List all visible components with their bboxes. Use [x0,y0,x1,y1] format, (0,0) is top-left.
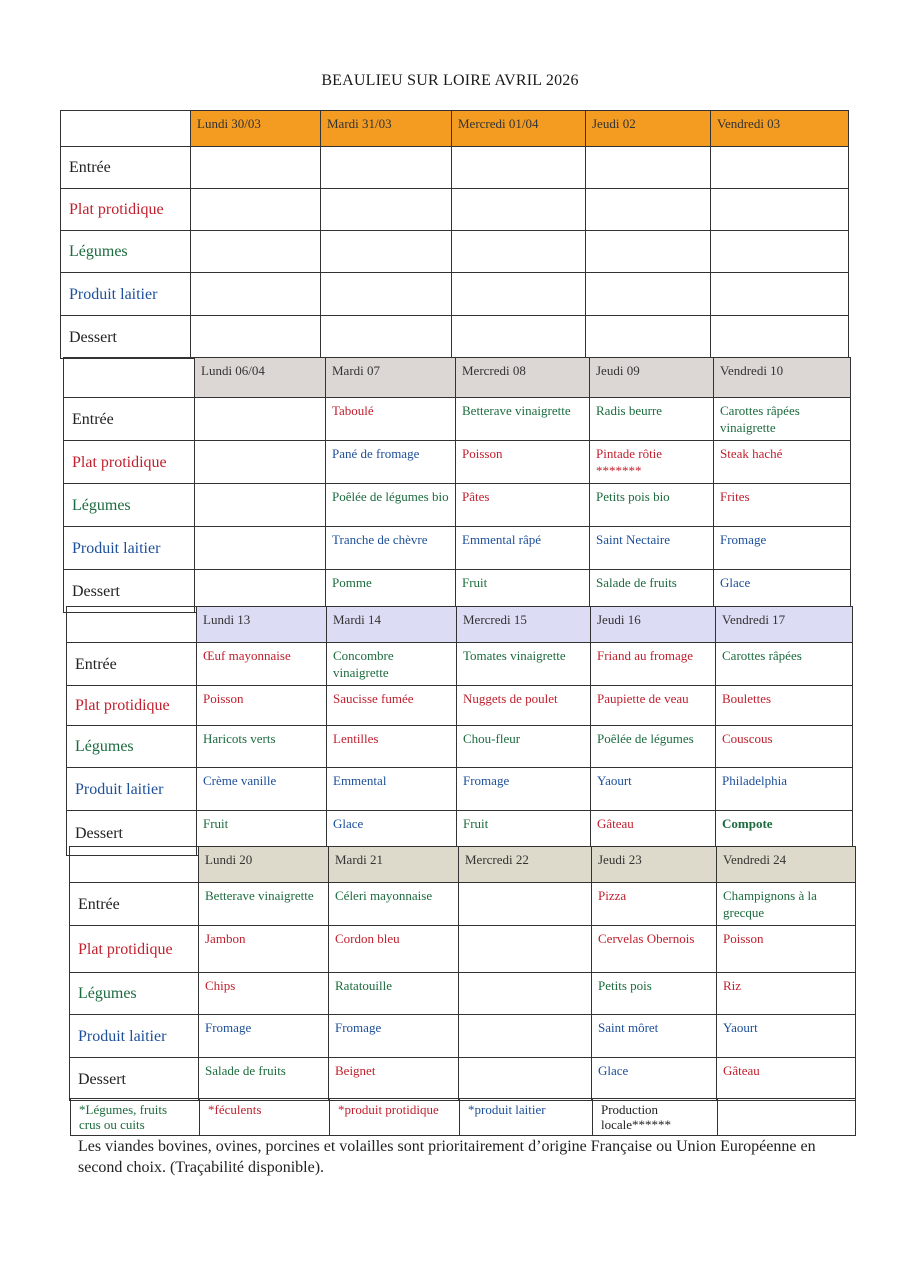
table-row [61,316,849,359]
table-row [70,883,856,926]
menu-cell: Saint môret [592,1015,717,1058]
menu-cell: Pomme [326,570,456,613]
row-label-dessert: Dessert [70,1058,199,1101]
menu-cell: Champignons à la grecque [717,883,856,926]
day-header: Mercredi 01/04 [452,111,586,147]
menu-cell: Glace [714,570,851,613]
day-header: Jeudi 23 [592,847,717,883]
table-row [64,527,851,570]
menu-cell: Œuf mayonnaise [197,643,327,686]
day-header: Lundi 13 [197,607,327,643]
menu-cell: Riz [717,973,856,1015]
menu-cell: Glace [592,1058,717,1101]
menu-cell [191,273,321,316]
menu-cell: Salade de fruits [590,570,714,613]
menu-cell: Tomates vinaigrette [457,643,591,686]
menu-cell: Petits pois [592,973,717,1015]
menu-cell: Philadelphia [716,768,853,811]
menu-cell: Compote [716,811,853,856]
table-row [70,1015,856,1058]
row-label-entree: Entrée [70,883,199,926]
menu-cell: Paupiette de veau [591,686,716,726]
row-label-legumes: Légumes [70,973,199,1015]
menu-cell: Emmental râpé [456,527,590,570]
row-label-plat: Plat protidique [61,189,191,231]
legend-production-locale: Production locale****** [593,1099,718,1136]
day-header: Lundi 06/04 [195,358,326,398]
day-header: Vendredi 03 [711,111,849,147]
menu-cell: Yaourt [591,768,716,811]
menu-cell: Yaourt [717,1015,856,1058]
legend-feculents: *féculents [200,1099,330,1136]
menu-cell [711,273,849,316]
day-header: Jeudi 02 [586,111,711,147]
row-label-plat: Plat protidique [64,441,195,484]
menu-cell [711,189,849,231]
table-row [70,1058,856,1101]
legend-produit-laitier: *produit laitier [460,1099,593,1136]
menu-cell: Betterave vinaigrette [456,398,590,441]
row-label-produit-laitier: Produit laitier [61,273,191,316]
day-header: Mercredi 15 [457,607,591,643]
day-header: Lundi 20 [199,847,329,883]
week-3-table [66,606,853,856]
table-row [67,686,853,726]
row-label-legumes: Légumes [61,231,191,273]
table-row [67,643,853,686]
week-2-table [63,357,851,613]
menu-cell: Salade de fruits [199,1058,329,1101]
table-row [64,398,851,441]
menu-cell: Pintade rôtie ******* [590,441,714,484]
legend-produit-protidique: *produit protidique [330,1099,460,1136]
menu-cell: Concombre vinaigrette [327,643,457,686]
day-header: Mardi 21 [329,847,459,883]
menu-cell: Chips [199,973,329,1015]
menu-cell [586,316,711,359]
menu-cell [586,189,711,231]
menu-cell: Friand au fromage [591,643,716,686]
table-row [61,231,849,273]
menu-cell: Frites [714,484,851,527]
menu-cell [321,231,452,273]
legend-table [70,1098,856,1136]
header-empty-cell [61,111,191,147]
menu-cell: Taboulé [326,398,456,441]
menu-cell: Fromage [199,1015,329,1058]
menu-cell [459,926,592,973]
menu-cell [195,441,326,484]
menu-cell: Céleri mayonnaise [329,883,459,926]
day-header: Mardi 14 [327,607,457,643]
menu-cell: Glace [327,811,457,856]
menu-cell [191,147,321,189]
menu-cell [191,316,321,359]
menu-cell: Pané de fromage [326,441,456,484]
table-row [67,768,853,811]
menu-cell [452,273,586,316]
menu-cell: Poisson [456,441,590,484]
table-row [61,273,849,316]
menu-cell: Ratatouille [329,973,459,1015]
menu-cell [195,484,326,527]
menu-cell: Fromage [329,1015,459,1058]
menu-cell [711,316,849,359]
row-label-legumes: Légumes [67,726,197,768]
menu-cell [452,147,586,189]
week-header-row [61,111,849,147]
menu-cell: Carottes râpées [716,643,853,686]
table-row [61,189,849,231]
menu-cell: Gâteau [591,811,716,856]
row-label-entree: Entrée [61,147,191,189]
menu-cell: Radis beurre [590,398,714,441]
menu-cell: Poêlée de légumes [591,726,716,768]
menu-cell: Gâteau [717,1058,856,1101]
day-header: Vendredi 17 [716,607,853,643]
header-empty-cell [70,847,199,883]
row-label-entree: Entrée [64,398,195,441]
menu-cell: Tranche de chèvre [326,527,456,570]
menu-cell [195,398,326,441]
menu-cell: Fruit [197,811,327,856]
legend-empty-cell [718,1099,856,1136]
menu-cell [195,527,326,570]
row-label-plat: Plat protidique [70,926,199,973]
menu-cell [711,231,849,273]
menu-cell [321,189,452,231]
week-1-table [60,110,849,359]
day-header: Jeudi 09 [590,358,714,398]
menu-cell [321,147,452,189]
row-label-plat: Plat protidique [67,686,197,726]
day-header: Jeudi 16 [591,607,716,643]
menu-cell: Fruit [456,570,590,613]
day-header: Vendredi 24 [717,847,856,883]
menu-cell: Haricots verts [197,726,327,768]
menu-cell [452,231,586,273]
menu-cell [459,1058,592,1101]
week-header-row [64,358,851,398]
menu-cell [191,189,321,231]
menu-cell [459,1015,592,1058]
menu-cell: Jambon [199,926,329,973]
row-label-dessert: Dessert [67,811,197,856]
menu-cell [191,231,321,273]
menu-cell: Saint Nectaire [590,527,714,570]
menu-cell: Petits pois bio [590,484,714,527]
table-row [70,926,856,973]
menu-cell [586,273,711,316]
page-title: BEAULIEU SUR LOIRE AVRIL 2026 [321,72,579,89]
day-header: Mercredi 08 [456,358,590,398]
day-header: Mercredi 22 [459,847,592,883]
week-4-table [69,846,856,1101]
menu-cell: Betterave vinaigrette [199,883,329,926]
day-header: Lundi 30/03 [191,111,321,147]
row-label-produit-laitier: Produit laitier [70,1015,199,1058]
header-empty-cell [67,607,197,643]
row-label-produit-laitier: Produit laitier [64,527,195,570]
day-header: Vendredi 10 [714,358,851,398]
table-row [70,973,856,1015]
menu-cell: Beignet [329,1058,459,1101]
menu-cell [586,147,711,189]
footer-note: Les viandes bovines, ovines, porcines et volailles sont prioritairement d’origine Française ou Union Européenne en second choix. (Traçabilité disponible). [78,1138,816,1176]
menu-cell [711,147,849,189]
legend-row [71,1099,856,1136]
menu-cell: Poisson [717,926,856,973]
menu-cell: Crème vanille [197,768,327,811]
menu-cell: Saucisse fumée [327,686,457,726]
menu-cell: Couscous [716,726,853,768]
menu-cell: Fromage [714,527,851,570]
row-label-legumes: Légumes [64,484,195,527]
menu-cell: Emmental [327,768,457,811]
menu-cell: Carottes râpées vinaigrette [714,398,851,441]
menu-cell: Cordon bleu [329,926,459,973]
week-header-row [67,607,853,643]
menu-cell: Fruit [457,811,591,856]
row-label-dessert: Dessert [64,570,195,613]
menu-cell [459,973,592,1015]
menu-cell [321,273,452,316]
row-label-produit-laitier: Produit laitier [67,768,197,811]
row-label-dessert: Dessert [61,316,191,359]
week-header-row [70,847,856,883]
table-row [61,147,849,189]
menu-cell: Poisson [197,686,327,726]
legend-legumes-fruits: *Légumes, fruits crus ou cuits [71,1099,200,1136]
menu-cell [452,316,586,359]
menu-cell: Steak haché [714,441,851,484]
menu-cell: Nuggets de poulet [457,686,591,726]
table-row [67,726,853,768]
menu-cell [459,883,592,926]
header-empty-cell [64,358,195,398]
menu-cell: Chou-fleur [457,726,591,768]
day-header: Mardi 07 [326,358,456,398]
menu-cell [452,189,586,231]
menu-cell [321,316,452,359]
menu-cell: Pizza [592,883,717,926]
table-row [64,484,851,527]
menu-cell: Poêlée de légumes bio [326,484,456,527]
day-header: Mardi 31/03 [321,111,452,147]
row-label-entree: Entrée [67,643,197,686]
menu-cell: Cervelas Obernois [592,926,717,973]
menu-cell: Lentilles [327,726,457,768]
menu-cell: Fromage [457,768,591,811]
menu-cell: Boulettes [716,686,853,726]
table-row [64,441,851,484]
menu-cell: Pâtes [456,484,590,527]
menu-cell [586,231,711,273]
